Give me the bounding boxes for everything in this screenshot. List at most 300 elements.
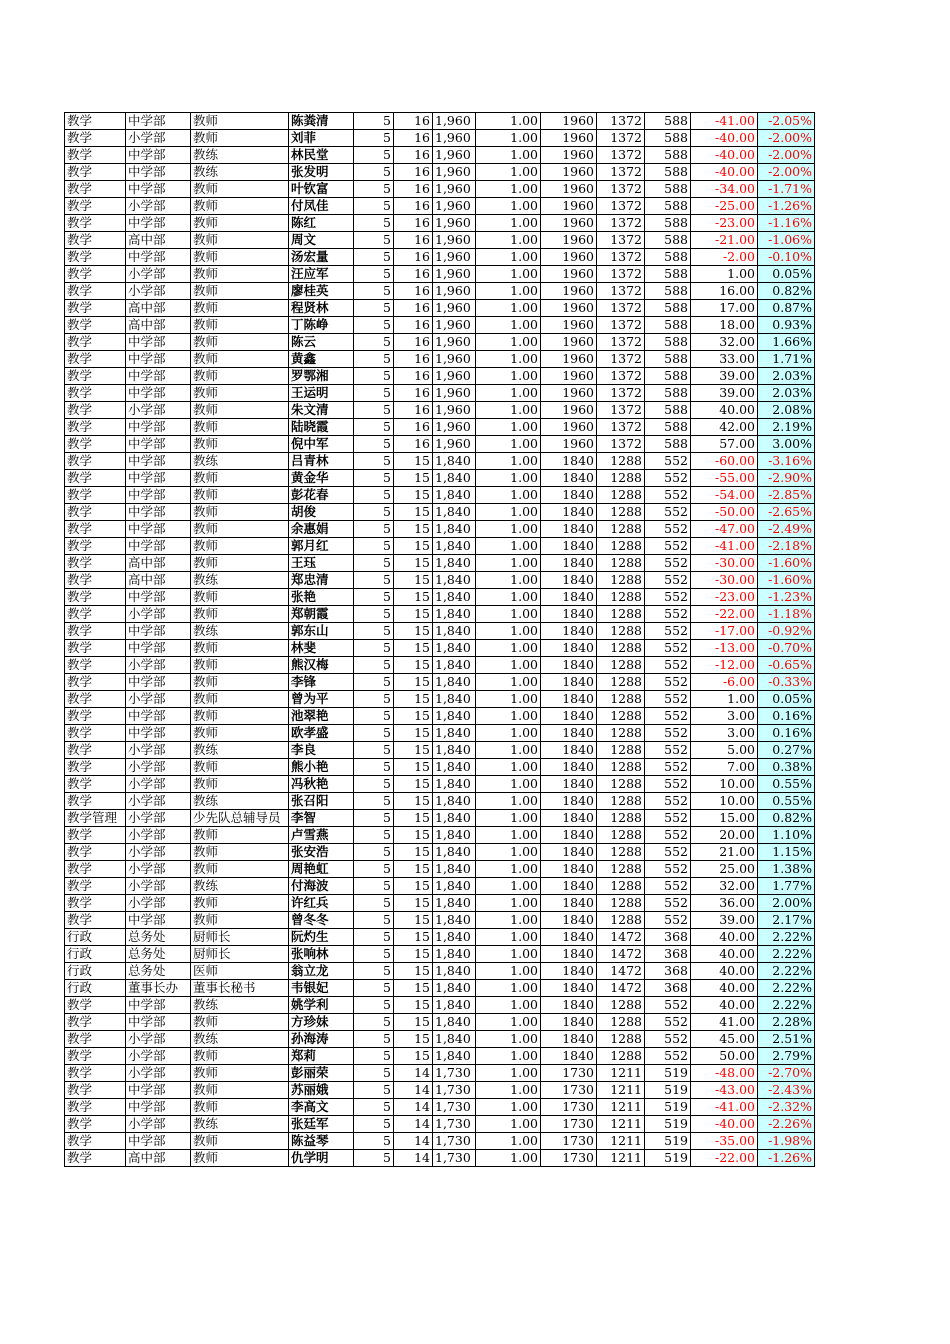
cell-bonus[interactable]: 588 (645, 113, 691, 130)
cell-department[interactable]: 高中部 (126, 300, 191, 317)
cell-department[interactable]: 中学部 (126, 351, 191, 368)
cell-total[interactable]: 1840 (541, 725, 597, 742)
cell-category[interactable]: 教学 (65, 198, 126, 215)
cell-difference[interactable]: -54.00 (691, 487, 758, 504)
cell-percent[interactable]: -1.71% (758, 181, 815, 198)
cell-difference[interactable]: 42.00 (691, 419, 758, 436)
cell-days[interactable]: 15 (394, 810, 433, 827)
cell-name[interactable]: 郑莉 (289, 1048, 354, 1065)
cell-col-5[interactable]: 5 (354, 385, 394, 402)
cell-bonus[interactable]: 552 (645, 742, 691, 759)
cell-position[interactable]: 教师 (191, 861, 289, 878)
cell-position[interactable]: 教师 (191, 113, 289, 130)
cell-coefficient[interactable]: 1.00 (476, 691, 541, 708)
cell-difference[interactable]: -41.00 (691, 538, 758, 555)
cell-position[interactable]: 教练 (191, 623, 289, 640)
cell-col-5[interactable]: 5 (354, 912, 394, 929)
cell-total[interactable]: 1960 (541, 334, 597, 351)
cell-days[interactable]: 15 (394, 487, 433, 504)
cell-coefficient[interactable]: 1.00 (476, 555, 541, 572)
cell-difference[interactable]: -6.00 (691, 674, 758, 691)
cell-col-5[interactable]: 5 (354, 742, 394, 759)
cell-amount[interactable]: 1,840 (433, 1031, 476, 1048)
cell-days[interactable]: 16 (394, 147, 433, 164)
cell-name[interactable]: 胡俊 (289, 504, 354, 521)
cell-bonus[interactable]: 588 (645, 147, 691, 164)
cell-category[interactable]: 教学 (65, 113, 126, 130)
cell-days[interactable]: 16 (394, 351, 433, 368)
cell-position[interactable]: 教师 (191, 198, 289, 215)
cell-base[interactable]: 1372 (597, 198, 645, 215)
cell-position[interactable]: 董事长秘书 (191, 980, 289, 997)
cell-coefficient[interactable]: 1.00 (476, 164, 541, 181)
cell-department[interactable]: 中学部 (126, 623, 191, 640)
cell-col-5[interactable]: 5 (354, 181, 394, 198)
cell-amount[interactable]: 1,840 (433, 623, 476, 640)
cell-base[interactable]: 1288 (597, 606, 645, 623)
cell-name[interactable]: 卢雪燕 (289, 827, 354, 844)
cell-bonus[interactable]: 588 (645, 249, 691, 266)
cell-difference[interactable]: -23.00 (691, 589, 758, 606)
cell-base[interactable]: 1288 (597, 470, 645, 487)
cell-days[interactable]: 15 (394, 912, 433, 929)
cell-category[interactable]: 教学 (65, 555, 126, 572)
cell-coefficient[interactable]: 1.00 (476, 1014, 541, 1031)
cell-bonus[interactable]: 552 (645, 810, 691, 827)
cell-amount[interactable]: 1,960 (433, 419, 476, 436)
cell-bonus[interactable]: 552 (645, 861, 691, 878)
cell-col-5[interactable]: 5 (354, 708, 394, 725)
cell-base[interactable]: 1372 (597, 385, 645, 402)
cell-percent[interactable]: 2.03% (758, 368, 815, 385)
cell-percent[interactable]: -1.60% (758, 572, 815, 589)
cell-percent[interactable]: 2.22% (758, 929, 815, 946)
cell-coefficient[interactable]: 1.00 (476, 470, 541, 487)
cell-position[interactable]: 教师 (191, 351, 289, 368)
cell-base[interactable]: 1288 (597, 504, 645, 521)
cell-category[interactable]: 教学 (65, 504, 126, 521)
cell-col-5[interactable]: 5 (354, 521, 394, 538)
cell-col-5[interactable]: 5 (354, 487, 394, 504)
cell-category[interactable]: 教学 (65, 419, 126, 436)
cell-col-5[interactable]: 5 (354, 283, 394, 300)
cell-position[interactable]: 教练 (191, 453, 289, 470)
cell-position[interactable]: 教练 (191, 164, 289, 181)
cell-department[interactable]: 中学部 (126, 470, 191, 487)
cell-name[interactable]: 郑朝霞 (289, 606, 354, 623)
cell-total[interactable]: 1840 (541, 1031, 597, 1048)
cell-category[interactable]: 教学 (65, 232, 126, 249)
cell-department[interactable]: 总务处 (126, 963, 191, 980)
cell-difference[interactable]: -40.00 (691, 147, 758, 164)
cell-category[interactable]: 教学 (65, 895, 126, 912)
cell-base[interactable]: 1288 (597, 878, 645, 895)
cell-bonus[interactable]: 552 (645, 589, 691, 606)
cell-total[interactable]: 1840 (541, 912, 597, 929)
cell-col-5[interactable]: 5 (354, 878, 394, 895)
cell-name[interactable]: 林斐 (289, 640, 354, 657)
cell-difference[interactable]: 33.00 (691, 351, 758, 368)
cell-col-5[interactable]: 5 (354, 929, 394, 946)
cell-name[interactable]: 李良 (289, 742, 354, 759)
cell-total[interactable]: 1960 (541, 436, 597, 453)
cell-difference[interactable]: -55.00 (691, 470, 758, 487)
cell-days[interactable]: 16 (394, 402, 433, 419)
cell-coefficient[interactable]: 1.00 (476, 861, 541, 878)
cell-base[interactable]: 1372 (597, 249, 645, 266)
cell-percent[interactable]: 0.82% (758, 810, 815, 827)
cell-department[interactable]: 高中部 (126, 555, 191, 572)
cell-days[interactable]: 15 (394, 861, 433, 878)
cell-department[interactable]: 小学部 (126, 198, 191, 215)
cell-percent[interactable]: -2.00% (758, 147, 815, 164)
cell-coefficient[interactable]: 1.00 (476, 912, 541, 929)
cell-bonus[interactable]: 588 (645, 334, 691, 351)
cell-bonus[interactable]: 552 (645, 725, 691, 742)
cell-total[interactable]: 1840 (541, 946, 597, 963)
cell-coefficient[interactable]: 1.00 (476, 606, 541, 623)
cell-name[interactable]: 姚学利 (289, 997, 354, 1014)
cell-base[interactable]: 1372 (597, 215, 645, 232)
cell-percent[interactable]: -2.05% (758, 113, 815, 130)
cell-col-5[interactable]: 5 (354, 1014, 394, 1031)
cell-name[interactable]: 陆晓霞 (289, 419, 354, 436)
cell-percent[interactable]: 1.71% (758, 351, 815, 368)
cell-category[interactable]: 教学 (65, 606, 126, 623)
cell-difference[interactable]: -30.00 (691, 572, 758, 589)
cell-department[interactable]: 小学部 (126, 606, 191, 623)
cell-coefficient[interactable]: 1.00 (476, 521, 541, 538)
cell-department[interactable]: 高中部 (126, 232, 191, 249)
cell-base[interactable]: 1288 (597, 589, 645, 606)
cell-amount[interactable]: 1,960 (433, 436, 476, 453)
cell-bonus[interactable]: 552 (645, 674, 691, 691)
cell-name[interactable]: 叶钦富 (289, 181, 354, 198)
cell-total[interactable]: 1840 (541, 759, 597, 776)
cell-base[interactable]: 1288 (597, 453, 645, 470)
cell-coefficient[interactable]: 1.00 (476, 453, 541, 470)
cell-name[interactable]: 熊小艳 (289, 759, 354, 776)
cell-name[interactable]: 池翠艳 (289, 708, 354, 725)
cell-department[interactable]: 中学部 (126, 487, 191, 504)
cell-category[interactable]: 教学 (65, 1150, 126, 1167)
cell-base[interactable]: 1288 (597, 691, 645, 708)
cell-amount[interactable]: 1,840 (433, 504, 476, 521)
cell-amount[interactable]: 1,960 (433, 385, 476, 402)
cell-total[interactable]: 1840 (541, 997, 597, 1014)
cell-days[interactable]: 16 (394, 181, 433, 198)
cell-amount[interactable]: 1,960 (433, 317, 476, 334)
cell-days[interactable]: 15 (394, 606, 433, 623)
cell-total[interactable]: 1840 (541, 861, 597, 878)
cell-position[interactable]: 教师 (191, 266, 289, 283)
cell-difference[interactable]: -30.00 (691, 555, 758, 572)
cell-percent[interactable]: 2.22% (758, 963, 815, 980)
cell-coefficient[interactable]: 1.00 (476, 640, 541, 657)
cell-col-5[interactable]: 5 (354, 402, 394, 419)
cell-amount[interactable]: 1,960 (433, 266, 476, 283)
cell-department[interactable]: 董事长办 (126, 980, 191, 997)
cell-coefficient[interactable]: 1.00 (476, 1133, 541, 1150)
cell-name[interactable]: 张召阳 (289, 793, 354, 810)
cell-base[interactable]: 1288 (597, 572, 645, 589)
cell-category[interactable]: 教学 (65, 878, 126, 895)
cell-difference[interactable]: -41.00 (691, 1099, 758, 1116)
cell-difference[interactable]: -25.00 (691, 198, 758, 215)
cell-total[interactable]: 1840 (541, 674, 597, 691)
cell-difference[interactable]: -12.00 (691, 657, 758, 674)
cell-name[interactable]: 张发明 (289, 164, 354, 181)
cell-amount[interactable]: 1,840 (433, 759, 476, 776)
cell-amount[interactable]: 1,840 (433, 708, 476, 725)
cell-difference[interactable]: 50.00 (691, 1048, 758, 1065)
cell-total[interactable]: 1840 (541, 453, 597, 470)
cell-bonus[interactable]: 552 (645, 759, 691, 776)
cell-col-5[interactable]: 5 (354, 810, 394, 827)
cell-coefficient[interactable]: 1.00 (476, 1082, 541, 1099)
cell-percent[interactable]: 3.00% (758, 436, 815, 453)
cell-department[interactable]: 中学部 (126, 521, 191, 538)
cell-col-5[interactable]: 5 (354, 640, 394, 657)
cell-col-5[interactable]: 5 (354, 334, 394, 351)
cell-name[interactable]: 周艳虹 (289, 861, 354, 878)
cell-days[interactable]: 16 (394, 215, 433, 232)
cell-category[interactable]: 教学 (65, 521, 126, 538)
cell-percent[interactable]: 0.55% (758, 776, 815, 793)
cell-name[interactable]: 孙海涛 (289, 1031, 354, 1048)
cell-days[interactable]: 15 (394, 1048, 433, 1065)
cell-base[interactable]: 1288 (597, 793, 645, 810)
cell-category[interactable]: 教学 (65, 283, 126, 300)
cell-days[interactable]: 16 (394, 232, 433, 249)
cell-coefficient[interactable]: 1.00 (476, 980, 541, 997)
cell-amount[interactable]: 1,840 (433, 555, 476, 572)
cell-bonus[interactable]: 588 (645, 419, 691, 436)
cell-days[interactable]: 15 (394, 844, 433, 861)
cell-difference[interactable]: 57.00 (691, 436, 758, 453)
cell-base[interactable]: 1211 (597, 1133, 645, 1150)
cell-name[interactable]: 阮灼生 (289, 929, 354, 946)
cell-coefficient[interactable]: 1.00 (476, 419, 541, 436)
cell-department[interactable]: 小学部 (126, 691, 191, 708)
cell-amount[interactable]: 1,960 (433, 181, 476, 198)
cell-col-5[interactable]: 5 (354, 113, 394, 130)
cell-name[interactable]: 丁陈峥 (289, 317, 354, 334)
cell-total[interactable]: 1960 (541, 130, 597, 147)
cell-difference[interactable]: 21.00 (691, 844, 758, 861)
cell-col-5[interactable]: 5 (354, 198, 394, 215)
cell-coefficient[interactable]: 1.00 (476, 368, 541, 385)
cell-name[interactable]: 方珍妹 (289, 1014, 354, 1031)
cell-difference[interactable]: -40.00 (691, 164, 758, 181)
cell-position[interactable]: 教师 (191, 419, 289, 436)
cell-difference[interactable]: 16.00 (691, 283, 758, 300)
cell-total[interactable]: 1840 (541, 606, 597, 623)
cell-col-5[interactable]: 5 (354, 793, 394, 810)
cell-department[interactable]: 中学部 (126, 997, 191, 1014)
cell-total[interactable]: 1840 (541, 470, 597, 487)
cell-difference[interactable]: -2.00 (691, 249, 758, 266)
cell-position[interactable]: 少先队总辅导员 (191, 810, 289, 827)
cell-days[interactable]: 15 (394, 980, 433, 997)
cell-name[interactable]: 林民堂 (289, 147, 354, 164)
cell-category[interactable]: 教学 (65, 147, 126, 164)
cell-amount[interactable]: 1,840 (433, 946, 476, 963)
cell-total[interactable]: 1840 (541, 1048, 597, 1065)
cell-difference[interactable]: 41.00 (691, 1014, 758, 1031)
cell-amount[interactable]: 1,840 (433, 1048, 476, 1065)
cell-amount[interactable]: 1,960 (433, 402, 476, 419)
cell-base[interactable]: 1288 (597, 623, 645, 640)
cell-category[interactable]: 教学 (65, 997, 126, 1014)
cell-total[interactable]: 1730 (541, 1065, 597, 1082)
cell-category[interactable]: 教学 (65, 368, 126, 385)
cell-position[interactable]: 教师 (191, 130, 289, 147)
cell-total[interactable]: 1840 (541, 827, 597, 844)
cell-base[interactable]: 1372 (597, 419, 645, 436)
cell-category[interactable]: 教学 (65, 130, 126, 147)
cell-category[interactable]: 教学 (65, 436, 126, 453)
cell-days[interactable]: 16 (394, 436, 433, 453)
cell-amount[interactable]: 1,960 (433, 334, 476, 351)
cell-difference[interactable]: 10.00 (691, 776, 758, 793)
cell-days[interactable]: 14 (394, 1082, 433, 1099)
cell-category[interactable]: 教学 (65, 708, 126, 725)
cell-days[interactable]: 15 (394, 827, 433, 844)
cell-category[interactable]: 教学 (65, 1031, 126, 1048)
cell-percent[interactable]: -2.00% (758, 130, 815, 147)
cell-base[interactable]: 1288 (597, 657, 645, 674)
cell-total[interactable]: 1840 (541, 657, 597, 674)
cell-name[interactable]: 韦银妃 (289, 980, 354, 997)
cell-bonus[interactable]: 552 (645, 844, 691, 861)
cell-category[interactable]: 教学 (65, 453, 126, 470)
cell-col-5[interactable]: 5 (354, 844, 394, 861)
cell-amount[interactable]: 1,840 (433, 776, 476, 793)
cell-coefficient[interactable]: 1.00 (476, 436, 541, 453)
cell-category[interactable]: 教学 (65, 1099, 126, 1116)
cell-col-5[interactable]: 5 (354, 606, 394, 623)
cell-coefficient[interactable]: 1.00 (476, 708, 541, 725)
cell-coefficient[interactable]: 1.00 (476, 742, 541, 759)
cell-amount[interactable]: 1,840 (433, 861, 476, 878)
cell-category[interactable]: 教学 (65, 249, 126, 266)
cell-percent[interactable]: 1.77% (758, 878, 815, 895)
cell-position[interactable]: 厨师长 (191, 946, 289, 963)
cell-bonus[interactable]: 552 (645, 504, 691, 521)
cell-position[interactable]: 教师 (191, 181, 289, 198)
cell-department[interactable]: 高中部 (126, 1150, 191, 1167)
cell-difference[interactable]: 40.00 (691, 946, 758, 963)
cell-percent[interactable]: -2.49% (758, 521, 815, 538)
cell-col-5[interactable]: 5 (354, 130, 394, 147)
cell-name[interactable]: 陈红 (289, 215, 354, 232)
cell-percent[interactable]: -1.60% (758, 555, 815, 572)
cell-category[interactable]: 教学 (65, 861, 126, 878)
cell-department[interactable]: 总务处 (126, 929, 191, 946)
cell-col-5[interactable]: 5 (354, 997, 394, 1014)
cell-name[interactable]: 张廷军 (289, 1116, 354, 1133)
cell-total[interactable]: 1840 (541, 742, 597, 759)
cell-base[interactable]: 1472 (597, 980, 645, 997)
cell-percent[interactable]: 0.16% (758, 708, 815, 725)
cell-position[interactable]: 教师 (191, 487, 289, 504)
cell-difference[interactable]: 40.00 (691, 997, 758, 1014)
cell-position[interactable]: 教师 (191, 759, 289, 776)
cell-position[interactable]: 教师 (191, 521, 289, 538)
cell-position[interactable]: 教师 (191, 708, 289, 725)
cell-amount[interactable]: 1,840 (433, 725, 476, 742)
cell-col-5[interactable]: 5 (354, 589, 394, 606)
cell-coefficient[interactable]: 1.00 (476, 895, 541, 912)
cell-difference[interactable]: 1.00 (691, 266, 758, 283)
cell-difference[interactable]: 32.00 (691, 334, 758, 351)
cell-base[interactable]: 1211 (597, 1099, 645, 1116)
cell-col-5[interactable]: 5 (354, 249, 394, 266)
cell-base[interactable]: 1288 (597, 810, 645, 827)
cell-department[interactable]: 中学部 (126, 385, 191, 402)
cell-amount[interactable]: 1,730 (433, 1133, 476, 1150)
cell-position[interactable]: 教师 (191, 691, 289, 708)
cell-days[interactable]: 15 (394, 759, 433, 776)
cell-amount[interactable]: 1,730 (433, 1116, 476, 1133)
cell-name[interactable]: 欧孝盛 (289, 725, 354, 742)
cell-col-5[interactable]: 5 (354, 300, 394, 317)
cell-days[interactable]: 15 (394, 470, 433, 487)
cell-days[interactable]: 15 (394, 878, 433, 895)
cell-total[interactable]: 1960 (541, 164, 597, 181)
cell-department[interactable]: 小学部 (126, 1031, 191, 1048)
cell-difference[interactable]: -48.00 (691, 1065, 758, 1082)
cell-department[interactable]: 小学部 (126, 827, 191, 844)
cell-name[interactable]: 黄金华 (289, 470, 354, 487)
cell-department[interactable]: 中学部 (126, 419, 191, 436)
cell-base[interactable]: 1288 (597, 555, 645, 572)
cell-bonus[interactable]: 552 (645, 997, 691, 1014)
cell-percent[interactable]: -1.06% (758, 232, 815, 249)
cell-total[interactable]: 1730 (541, 1133, 597, 1150)
cell-total[interactable]: 1840 (541, 691, 597, 708)
cell-department[interactable]: 中学部 (126, 147, 191, 164)
cell-col-5[interactable]: 5 (354, 232, 394, 249)
cell-position[interactable]: 教师 (191, 1082, 289, 1099)
cell-col-5[interactable]: 5 (354, 317, 394, 334)
cell-name[interactable]: 曾为平 (289, 691, 354, 708)
cell-department[interactable]: 小学部 (126, 402, 191, 419)
cell-col-5[interactable]: 5 (354, 453, 394, 470)
cell-base[interactable]: 1372 (597, 113, 645, 130)
cell-days[interactable]: 15 (394, 793, 433, 810)
cell-amount[interactable]: 1,840 (433, 453, 476, 470)
cell-department[interactable]: 中学部 (126, 215, 191, 232)
cell-amount[interactable]: 1,840 (433, 521, 476, 538)
cell-difference[interactable]: -35.00 (691, 1133, 758, 1150)
cell-coefficient[interactable]: 1.00 (476, 589, 541, 606)
cell-difference[interactable]: 5.00 (691, 742, 758, 759)
cell-base[interactable]: 1211 (597, 1082, 645, 1099)
cell-col-5[interactable]: 5 (354, 1116, 394, 1133)
cell-percent[interactable]: -1.23% (758, 589, 815, 606)
cell-days[interactable]: 15 (394, 929, 433, 946)
cell-difference[interactable]: 18.00 (691, 317, 758, 334)
cell-base[interactable]: 1288 (597, 742, 645, 759)
cell-coefficient[interactable]: 1.00 (476, 1031, 541, 1048)
cell-total[interactable]: 1960 (541, 147, 597, 164)
cell-total[interactable]: 1840 (541, 538, 597, 555)
cell-total[interactable]: 1840 (541, 776, 597, 793)
cell-percent[interactable]: 2.19% (758, 419, 815, 436)
cell-amount[interactable]: 1,960 (433, 215, 476, 232)
